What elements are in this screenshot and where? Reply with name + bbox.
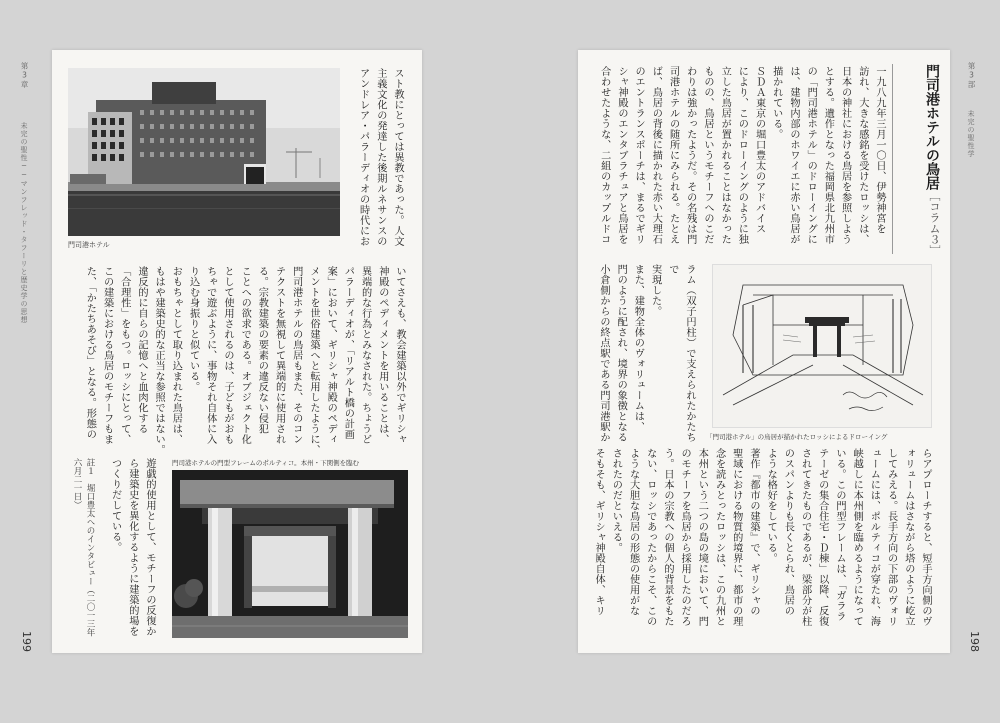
text-line: 著作『都市の建築』で、ギリシャの (747, 448, 759, 616)
text-line: ちゃで遊ぶように、事物それ自体に入 (204, 266, 216, 445)
text-line: 峡越しに本州側を臨めるようになって (851, 448, 863, 627)
text-line: 門司港ホテルの鳥居もまた、そのコン (290, 266, 302, 445)
text-line: 「合理性」をもつ。ロッシにとって、 (118, 266, 130, 445)
text-line: 神殿のペディメントを用いることは、 (376, 266, 388, 445)
text-line: 日本の神社における鳥居を参照しよう (839, 66, 851, 245)
text-line: とする。遺作となった福岡県北九州市 (822, 66, 834, 245)
left-page (20, 50, 422, 653)
text-line: テクストを無視して異端的に使用され (273, 266, 285, 445)
right-mid-text (598, 264, 698, 444)
text-line: 実現した。 (649, 264, 661, 317)
left-bottom-text (96, 458, 158, 638)
text-line: そもそも、ギリシャ神殿自体、キリ (593, 448, 605, 616)
text-line: として使用されるのは、子どもがおも (221, 266, 233, 445)
left-body-text (68, 266, 408, 462)
text-line: 司港ホテルの随所にみられる。たとえ (667, 66, 679, 245)
text-line: 本州という二つの島の境において、門 (696, 448, 708, 627)
text-line: ォリュームはさながら塔のように屹立 (902, 448, 914, 627)
left-top-text (348, 68, 406, 264)
text-line: シャ神殿のエンタブラチュアと鳥居を (615, 66, 627, 245)
text-line: 一九八九年三月一〇日、伊勢神宮を (874, 66, 885, 234)
column-header (894, 64, 942, 264)
text-line: 聖域における物質的境界に、都市の理 (730, 448, 742, 627)
text-line: らアプローチすると、短手方向側のヴ (920, 448, 931, 627)
text-line: この建築における鳥居のモチーフもま (101, 266, 113, 445)
text-line: ない、ロッシであったからこそ、この (644, 448, 656, 627)
text-line: 遊戯的使用として、モチーフの反復か (144, 458, 155, 637)
text-line: ラム（双子円柱）で支えられたかたちで (666, 264, 695, 443)
text-line: 主義文化の発達した後期ルネサンスの (374, 68, 386, 247)
text-line: ＳＤＡ東京の堀口豊太のアドバイス (753, 66, 765, 234)
text-line: ば、鳥居の背後に描かれた赤い大理石 (650, 66, 662, 245)
right-margin-title: 未完の聖性学 (967, 110, 975, 158)
text-line: 立した鳥居が置かれることはなかった (719, 66, 731, 245)
page-number-left: 199 (20, 631, 33, 652)
page-number-right: 198 (968, 631, 981, 652)
text-line: 念を読みとったロッシは、この九州と (713, 448, 725, 627)
text-line: は、建物内部のホワイエに赤い鳥居が (787, 66, 799, 245)
text-line: 案」において、ギリシャ神殿のペディ (325, 266, 337, 445)
hotel-photo-svg (68, 68, 340, 236)
text-line: つくりだしている。 (109, 458, 121, 553)
text-line: により、このドローイングのように独 (736, 66, 748, 245)
portico-photo-caption: 門司港ホテルの門型フレームのポルティコ。本州・下関側を臨む (172, 459, 360, 467)
mojiko-hotel-photo (68, 68, 340, 236)
text-line: メントを世俗建築へと転用したように、 (307, 266, 319, 455)
text-line: る。宗教建築の要素の違反ない侵犯 (256, 266, 268, 434)
hotel-photo-caption: 門司港ホテル (68, 241, 110, 249)
text-line: されたのだといえる。 (610, 448, 622, 553)
drawing-caption: 「門司港ホテル」の鳥居が描かれたロッシによるドローイング (706, 433, 888, 441)
right-page (578, 50, 981, 653)
text-line: テーゼの集合住宅・Ｄ棟」以降、反復 (816, 448, 828, 627)
text-line: 小倉側からの終点駅である門司港駅か (598, 264, 609, 443)
text-line: また、建物全体のヴォリュームは、 (632, 264, 644, 432)
column-title: 門司港ホテルの鳥居 (924, 64, 940, 190)
text-line: いてさえも、教会建築以外でギリシャ (394, 266, 405, 445)
text-line: ような格好をしている。 (765, 448, 777, 564)
right-top-text (592, 66, 888, 266)
text-line: 門のように配され、境界の象徴となる (615, 264, 627, 443)
text-line: のモチーフを鳥居から採用したのだろ (679, 448, 691, 627)
portico-photo-svg (172, 470, 408, 638)
text-line: スト教にとっては異教であった。人文 (392, 68, 403, 247)
drawing-svg (713, 265, 932, 428)
text-line: おもちゃとして取り込まれた鳥居は、 (170, 266, 182, 445)
text-line: た、「かたちあそび」となる。形態の (84, 266, 96, 440)
text-line: してみえる。長手方向の下部のヴォリ (885, 448, 897, 627)
right-bottom-text (592, 448, 934, 644)
text-line: 描かれている。 (770, 66, 782, 140)
left-margin-title: 未完の聖性──マンフレッド・タフーリと歴史学の思想 (20, 122, 28, 324)
text-line: のエントランスポーチは、まるでギリ (633, 66, 645, 245)
text-line: アンドレア・パラーディオの時代にお (357, 68, 369, 247)
rossi-drawing (712, 264, 932, 428)
column-tag: ［コラム３］ (928, 190, 941, 256)
text-line: ら建築史を異化するように建築的場を (126, 458, 138, 637)
text-line: の「門司港ホテル」のドローイングに (805, 66, 817, 245)
text-line: ような大胆な鳥居の形態の使用がな (627, 448, 639, 616)
text-line: パラーディオが、「リアルト橋の計画 (342, 266, 354, 440)
text-line: 合わせたような、二組のカップルドコ (598, 66, 610, 245)
text-line: されてきたものであるが、梁部分が柱 (799, 448, 811, 627)
text-line: ことへの欲求である。オブジェクト化 (239, 266, 251, 445)
text-line: 異端的な行為とみなされた。ちょうど (359, 266, 371, 445)
portico-photo (172, 470, 408, 638)
text-line: ュームには、ポルティコが穿たれ、海 (868, 448, 880, 627)
text-line: 違反的に自らの記憶へと血肉化する (135, 266, 147, 434)
footnote: 註１ 堀口豊太へのインタビュー（二〇一三年六月二一日） (72, 458, 95, 637)
column-divider (892, 64, 893, 254)
text-line: ものの、鳥居というモチーフへのこだ (701, 66, 713, 245)
right-margin-chapter: 第3部 (967, 62, 976, 89)
text-line: 訪れ、大きな感銘を受けたロッシは、 (856, 66, 868, 245)
text-line: もはや建築史的な正当な参照ではない。 (153, 266, 165, 455)
text-line: いる。この門型フレームは、「ガララ (833, 448, 845, 622)
left-margin-chapter: 第3章 (20, 62, 29, 89)
text-line: わりは強かったようだ。その名残は門 (684, 66, 696, 245)
text-line: り込む身振りと似ている。 (187, 266, 199, 392)
text-line: う。日本の宗教への個人的背景をもた (661, 448, 673, 627)
text-line: のスパンよりも長くとられ、鳥居の (782, 448, 794, 616)
